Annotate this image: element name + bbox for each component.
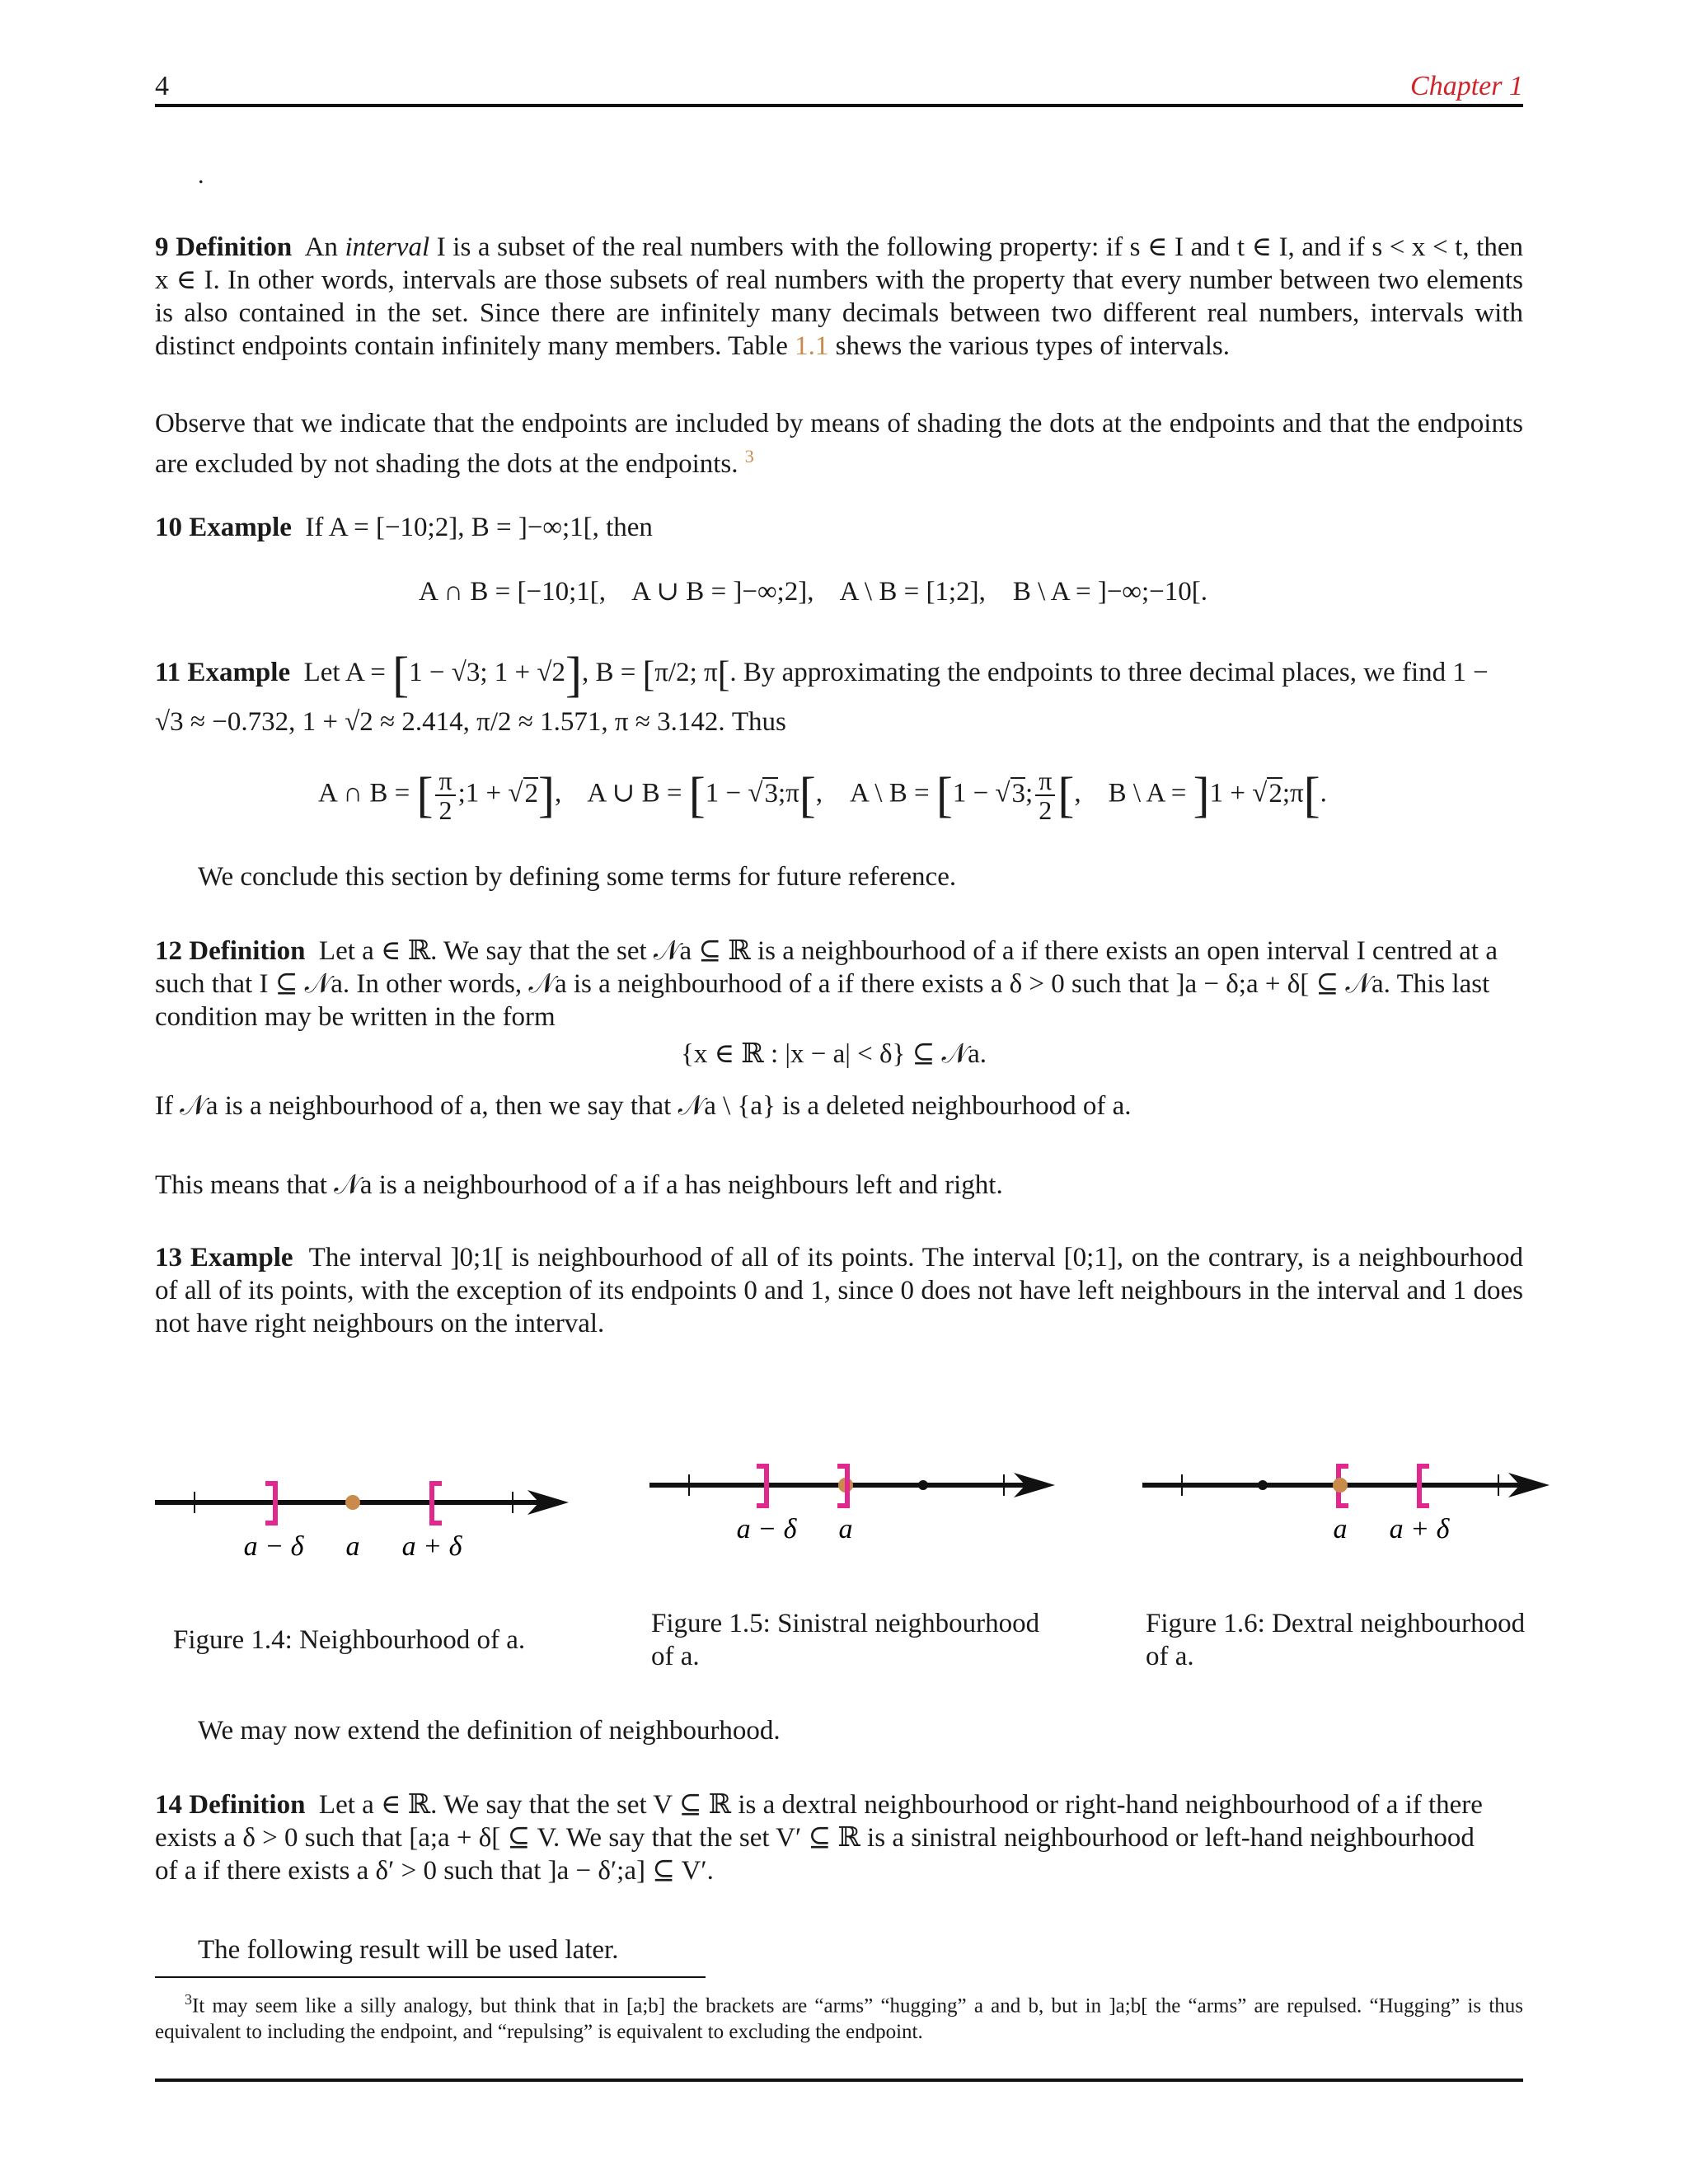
means-paragraph: This means that 𝒩a is a neighbourhood of a if a has neighbours left and right. <box>155 1170 1003 1200</box>
point <box>918 1480 928 1490</box>
conclude-paragraph: We conclude this section by defining some terms for future reference. <box>198 862 957 892</box>
definition-14-line3: of a if there exists a δ′ > 0 such that ]a − δ′;a] ⊆ V′. <box>155 1856 714 1886</box>
set-a-interval: 1 − √3; 1 + √2 <box>409 658 565 687</box>
stray-dot: . <box>198 162 204 189</box>
example-11-label: 11 Example <box>155 658 291 687</box>
definition-14-line2: exists a δ > 0 such that [a;a + δ[ ⊆ V. We say that the set V′ ⊆ ℝ is a sinistral neighbourhood or left-hand neighbourhood <box>155 1823 1475 1853</box>
label-a-minus-delta: a − δ <box>243 1531 304 1562</box>
figure-1-6-caption: Figure 1.6: Dextral neighbourhood of a. <box>1146 1609 1526 1671</box>
example-10-intro: If A = [−10;2], B = ]−∞;1[, then <box>305 513 653 542</box>
figure-1-4-number-line <box>155 1483 569 1562</box>
footnote-3-text: It may seem like a silly analogy, but think that in [a;b] the brackets are “arms” “hugging” a and b, but in ]a;b[ the “arms” are repulsed. “Hugging” is thus equivalent to including the endpoint, and “repulsing” is equivalent to excluding the endpoint. <box>155 1994 1523 2044</box>
example-10 <box>155 511 1523 544</box>
point-a <box>345 1495 360 1510</box>
example-11-approx: √3 ≈ −0.732, 1 + √2 ≈ 2.414, π/2 ≈ 1.571, π ≈ 3.142. Thus <box>155 707 786 737</box>
page-number: 4 <box>155 71 169 101</box>
figure-1-6-number-line <box>1142 1466 1550 1544</box>
label-a: a <box>838 1514 853 1544</box>
example-11-display: A ∩ B = [ $\frac{\pi}{2}$ ;1 + √2], A ∪ B = [1 − √3;π[, A \ B = [1 − √3; $\frac{\pi}{2}$ [, B \ A = ]1 + √2;π[. <box>318 766 1327 825</box>
definition-14: 14 Definition Let a ∈ ℝ. We say that the set V ⊆ ℝ is a dextral neighbourhood or right-hand neighbourhood of a if there <box>155 1790 1483 1820</box>
point-a <box>1333 1478 1348 1493</box>
figure-1-5-number-line <box>649 1466 1055 1544</box>
example-10-label: 10 Example <box>155 513 292 542</box>
definition-14-label: 14 Definition <box>155 1790 306 1820</box>
following-paragraph: The following result will be used later. <box>198 1935 619 1965</box>
label-a: a <box>345 1531 360 1562</box>
footnote-3-reference[interactable]: 3 <box>744 446 754 466</box>
point <box>1258 1480 1268 1490</box>
example-11: 11 Example Let A = [1 − √3; 1 + √2], B = [π/2; π[. By approximating the endpoints to three decimal places, we find 1 − <box>155 647 1489 702</box>
footnote-3 <box>155 1986 1523 2046</box>
example-13-label: 13 Example <box>155 1243 293 1272</box>
example-10-display: A ∩ B = [−10;1[, A ∪ B = ]−∞;2], A \ B = [1;2], B \ A = ]−∞;−10[. <box>419 577 1207 607</box>
label-a-plus-delta: a + δ <box>401 1531 462 1562</box>
chapter-title: Chapter 1 <box>1410 71 1523 101</box>
footnote-rule <box>155 1976 706 1978</box>
definition-9-label: 9 Definition <box>155 232 293 262</box>
definition-12: 12 Definition Let a ∈ ℝ. We say that the set 𝒩a ⊆ ℝ is a neighbourhood of a if there exists an open interval I centred at a <box>155 936 1498 966</box>
footer-rule <box>155 2079 1523 2082</box>
deleted-neighbourhood-paragraph: If 𝒩a is a neighbourhood of a, then we say that 𝒩a \ {a} is a deleted neighbourhood of a. <box>155 1091 1132 1121</box>
definition-9: 9 Definition An interval I is a subset of the real numbers with the following property: if s ∈ I and t ∈ I, and if s < x < t, then x ∈ I. In other words, intervals are those subsets of real numbers with the property that every number between two elements is also contained in the set. Since there are infinitely many decimals between two different real numbers, intervals with distinct endpoints contain infinitely many members. Table 1.1 shews the various types of intervals. <box>155 232 1523 361</box>
extend-paragraph: We may now extend the definition of neighbourhood. <box>198 1716 781 1746</box>
term-interval: interval <box>345 232 430 262</box>
observe-paragraph: Observe that we indicate that the endpoints are included by means of shading the dots at the endpoints and that the endpoints are excluded by not shading the dots at the endpoints. $^3$ <box>155 409 1523 479</box>
figure-1-4-caption: Figure 1.4: Neighbourhood of a. <box>173 1625 526 1655</box>
label-a-plus-delta: a + δ <box>1389 1514 1450 1544</box>
table-reference-link[interactable]: 1.1 <box>795 331 829 361</box>
figure-1-5-caption: Figure 1.5: Sinistral neighbourhood of a. <box>651 1609 1040 1671</box>
definition-12-display: {x ∈ ℝ : |x − a| < δ} ⊆ 𝒩a. <box>681 1039 987 1069</box>
label-a: a <box>1333 1514 1348 1544</box>
figures-svg <box>0 1442 1688 1574</box>
definition-12-line2: such that I ⊆ 𝒩a. In other words, 𝒩a is a neighbourhood of a if there exists a δ > 0 such that ]a − δ;a + δ[ ⊆ 𝒩a. This last <box>155 969 1490 999</box>
header-rule <box>155 104 1523 107</box>
definition-12-label: 12 Definition <box>155 936 306 966</box>
definition-12-line3: condition may be written in the form <box>155 1002 556 1032</box>
example-13: 13 Example The interval ]0;1[ is neighbourhood of all of its points. The interval [0;1], on the contrary, is a neighbourhood of all of its points, with the exception of its endpoints 0 and 1, since 0 does not have left neighbours in the interval and 1 does not have right neighbours on the interval. <box>155 1243 1523 1338</box>
label-a-minus-delta: a − δ <box>736 1514 797 1544</box>
set-b-interval: π/2; π <box>654 658 718 687</box>
footnote-3-mark: 3 <box>185 1991 192 2008</box>
